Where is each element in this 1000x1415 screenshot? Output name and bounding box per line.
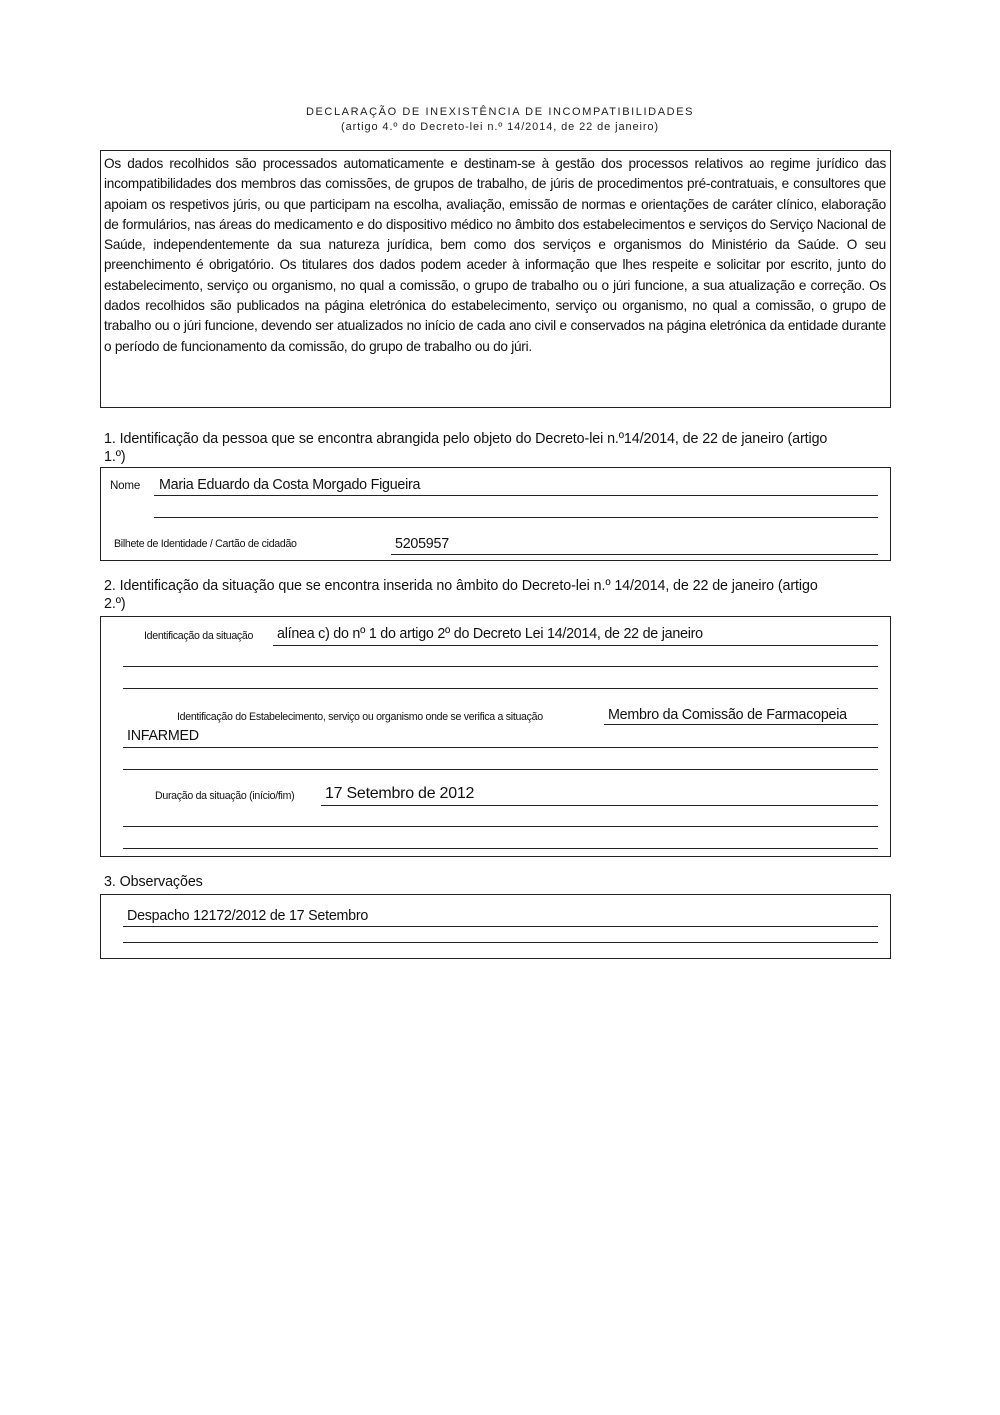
duration-value: 17 Setembro de 2012	[325, 785, 475, 802]
duration-field-line-2[interactable]	[123, 826, 878, 827]
section-2-title-line-1: 2. Identificação da situação que se encontra inserida no âmbito do Decreto-lei n.º 14/2014, de 22 de janeiro (artigo	[104, 578, 818, 594]
situation-label: Identificação da situação	[144, 630, 254, 642]
document-title: DECLARAÇÃO DE INEXISTÊNCIA DE INCOMPATIBILIDADES	[305, 106, 695, 118]
section-1-title	[104, 430, 904, 466]
name-field-line-2[interactable]	[154, 517, 878, 518]
section-1-title-line-2: 1.º)	[104, 449, 126, 465]
establishment-value: Membro da Comissão de Farmacopeia	[608, 707, 847, 723]
name-value: Maria Eduardo da Costa Morgado Figueira	[159, 477, 421, 493]
document-subtitle: (artigo 4.º do Decreto-lei n.º 14/2014, de 22 de janeiro)	[341, 121, 659, 133]
name-label: Nome	[110, 479, 141, 492]
id-field-line[interactable]	[391, 554, 878, 555]
duration-field-line-3[interactable]	[123, 848, 878, 849]
situation-field-line-3[interactable]	[123, 688, 878, 689]
id-value: 5205957	[395, 536, 449, 552]
section-2-box	[100, 616, 891, 857]
name-field-line[interactable]	[154, 495, 878, 496]
establishment-label: Identificação do Estabelecimento, serviço ou organismo onde se verifica a situação	[177, 711, 543, 723]
observations-value: Despacho 12172/2012 de 17 Setembro	[127, 908, 369, 924]
section-3-box	[100, 894, 891, 959]
situation-field-line-2[interactable]	[123, 666, 878, 667]
establishment-value-continued: INFARMED	[127, 728, 199, 744]
establishment-field-line[interactable]	[604, 724, 878, 725]
situation-value: alínea c) do nº 1 do artigo 2º do Decreto Lei 14/2014, de 22 de janeiro	[277, 626, 703, 642]
establishment-field-line-2[interactable]	[123, 747, 878, 748]
section-2-title	[104, 577, 904, 613]
observations-field-line[interactable]	[123, 926, 878, 927]
section-2-title-line-2: 2.º)	[104, 596, 126, 612]
data-protection-notice: Os dados recolhidos são processados automaticamente e destinam-se à gestão dos processos relativos ao regime jurídico das incompatibilidades dos membros das comissões, de grupos de trabalho, de júris de procedimentos pré-contratuais, e consultores que apoiam os respetivos júris, ou que participam na escolha, avaliação, emissão de normas e orientações de caráter clínico, elaboração de formulários, nas áreas do medicamento e do dispositivo médico no âmbito dos estabelecimentos e serviços do Serviço Nacional de Saúde, independentemente da sua natureza jurídica, bem como dos serviços e organismos do Ministério da Saúde. O seu preenchimento é obrigatório. Os titulares dos dados podem aceder à informação que lhes respeite e solicitar por escrito, junto do estabelecimento, serviço ou organismo, no qual a comissão, o grupo de trabalho ou o júri funcione, a sua atualização e correção. Os dados recolhidos são publicados na página eletrónica do estabelecimento, serviço ou organismo, no qual a comissão, o grupo de trabalho ou o júri funcione, devendo ser atualizados no início de cada ano civil e conservados na página eletrónica da entidade durante o período de funcionamento da comissão, do grupo de trabalho ou do júri.	[100, 150, 891, 408]
duration-field-line[interactable]	[321, 805, 878, 806]
section-1-box	[100, 467, 891, 561]
establishment-field-line-3[interactable]	[123, 769, 878, 770]
section-3-title: 3. Observações	[104, 874, 203, 890]
id-label: Bilhete de Identidade / Cartão de cidadão	[114, 538, 297, 550]
section-1-title-line-1: 1. Identificação da pessoa que se encontra abrangida pelo objeto do Decreto-lei n.º14/2014, de 22 de janeiro (artigo	[104, 431, 828, 447]
situation-field-line[interactable]	[273, 645, 878, 646]
observations-field-line-2[interactable]	[123, 942, 878, 943]
duration-label: Duração da situação (início/fim)	[155, 790, 295, 802]
